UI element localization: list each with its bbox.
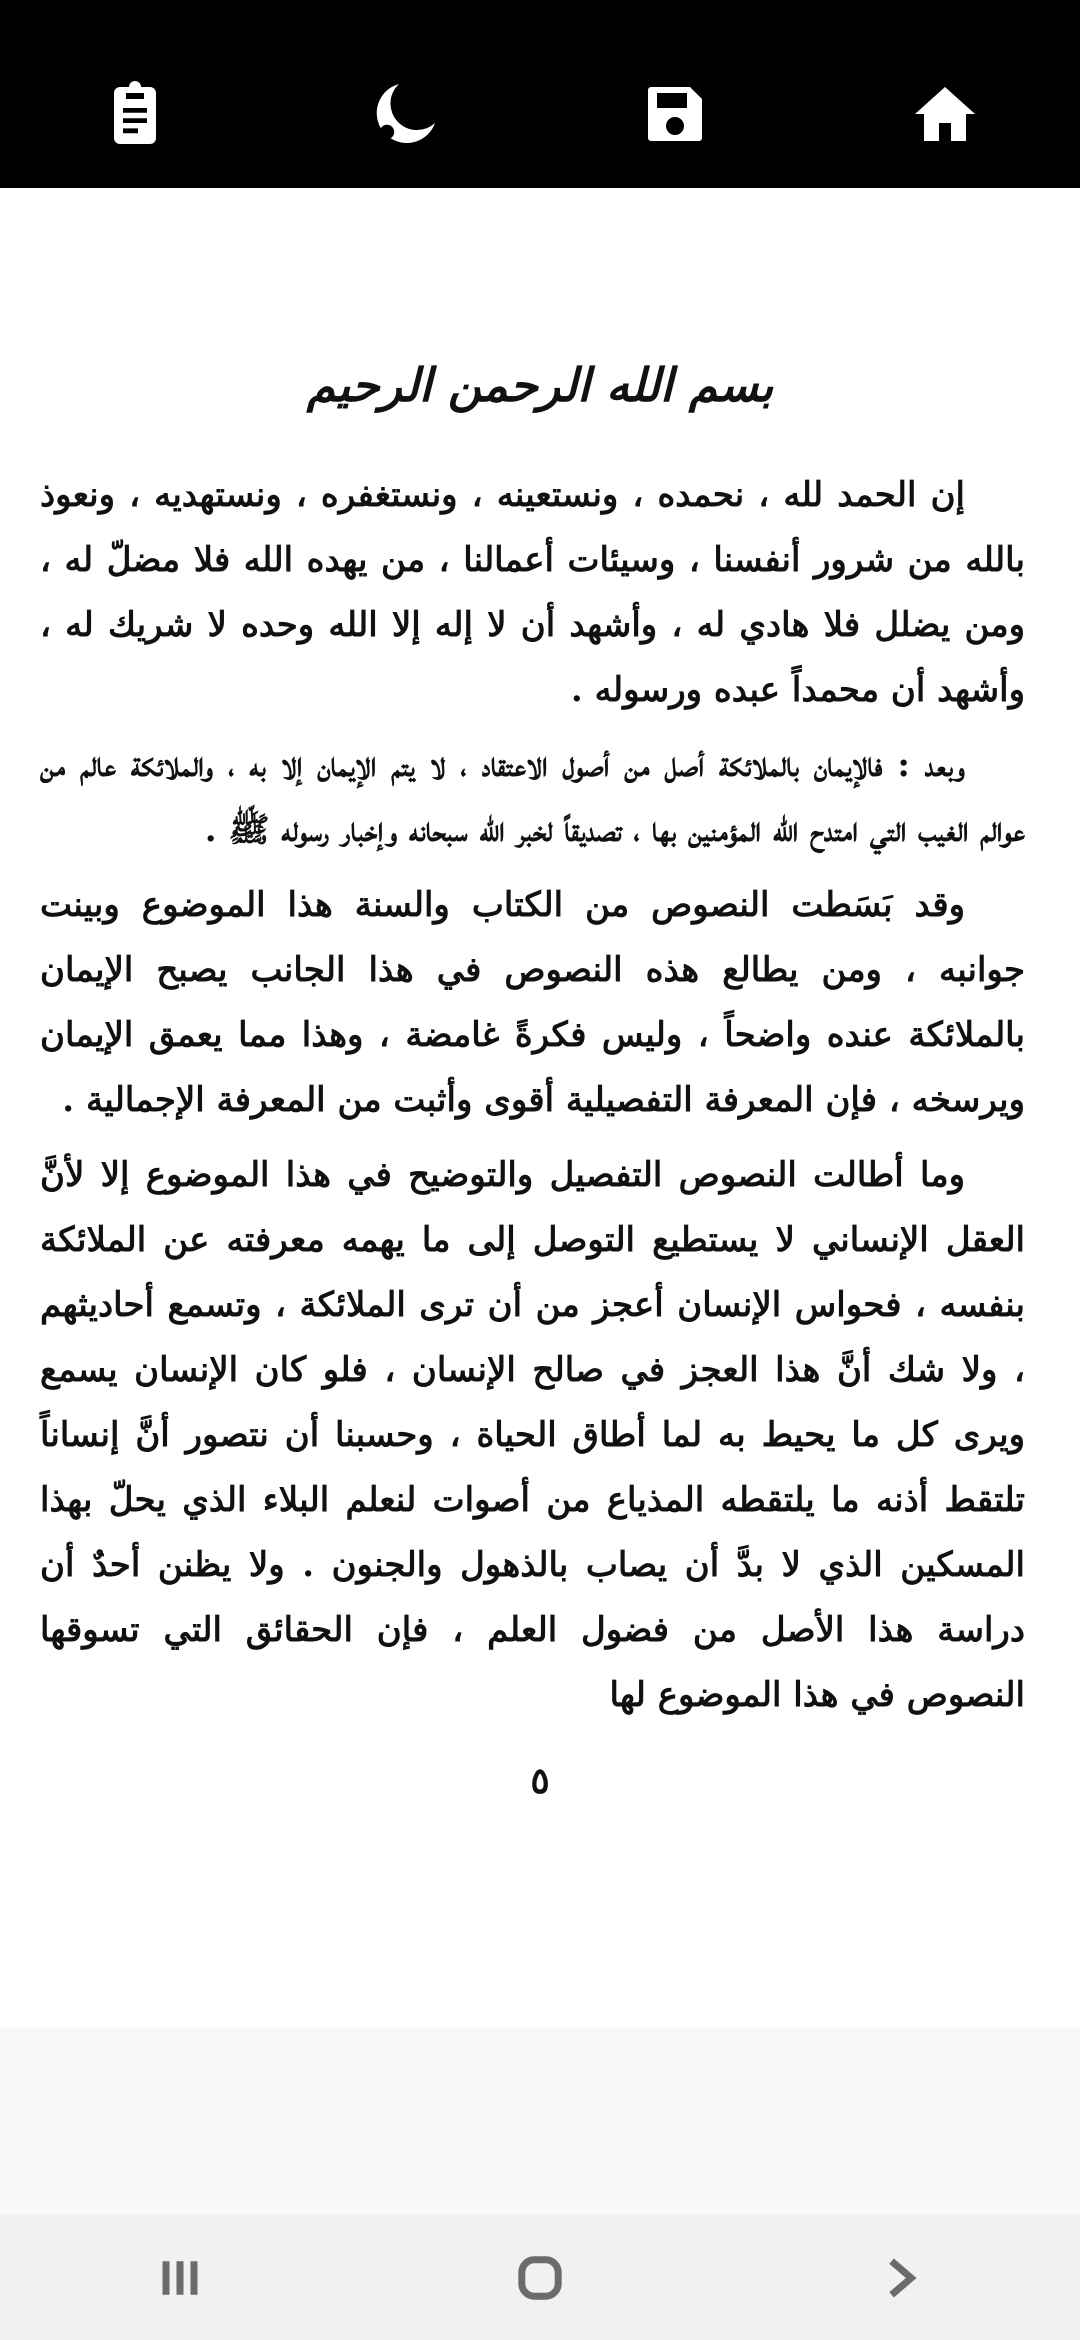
- clipboard-icon: [99, 78, 171, 150]
- home-circle-icon: [512, 2250, 568, 2306]
- back-chevron-icon: [872, 2250, 928, 2306]
- recent-apps-button[interactable]: [110, 2228, 250, 2328]
- page-text: [40, 463, 1025, 1738]
- page-number: ٥: [530, 1760, 550, 1802]
- paragraph-2: وبعد : فالإيمان بالملائكة أصل من أصول الاعتقاد ، لا يتم الإيمان إلا به ، والملائكة عالم من عوالم الغيب التي امتدح الله المؤمنين بها ، تصديقاً لخبر الله سبحانه وإخبار رسوله ﷺ .: [40, 745, 1025, 850]
- night-mode-icon: [369, 78, 441, 150]
- home-icon: [909, 78, 981, 150]
- paragraph-1: إن الحمد لله ، نحمده ، ونستعينه ، ونستغفره ، ونستهديه ، ونعوذ بالله من شرور أنفسنا ، وسيئات أعمالنا ، من يهده الله فلا مضلّ له ، ومن يضلل فلا هادي له ، وأشهد أن لا إله إلا الله وحده لا شريك له ، وأشهد أن محمداً عبده ورسوله .: [40, 475, 1025, 710]
- clipboard-button[interactable]: [75, 54, 195, 174]
- back-button[interactable]: [830, 2228, 970, 2328]
- app-toolbar: [0, 0, 1080, 188]
- save-icon: [639, 78, 711, 150]
- night-mode-button[interactable]: [345, 54, 465, 174]
- basmala-heading: بسم الله الرحمن الرحيم: [306, 358, 774, 412]
- paragraph-4: وما أطالت النصوص التفصيل والتوضيح في هذا الموضوع إلا لأنَّ العقل الإنساني لا يستطيع التوصل إلى ما يهمه معرفته عن الملائكة بنفسه ، فحواس الإنسان أعجز من أن ترى الملائكة ، وتسمع أحاديثهم ، ولا شك أنَّ هذا العجز في صالح الإنسان ، فلو كان الإنسان يسمع ويرى كل ما يحيط به لما أطاق الحياة ، وحسبنا أن نتصور أنَّ إنساناً تلتقط أذنه ما يلتقطه المذياع من أصوات لنعلم البلاء الذي يحلّ بهذا المسكين الذي لا بدَّ أن يصاب بالذهول والجنون . ولا يظنن أحدٌ أن دراسة هذا الأصل من فضول العلم ، فإن الحقائق التي تسوقها النصوص في هذا الموضوع لها: [40, 1155, 1025, 1715]
- home-button[interactable]: [885, 54, 1005, 174]
- book-page[interactable]: [0, 188, 1080, 2028]
- save-button[interactable]: [615, 54, 735, 174]
- paragraph-3: وقد بَسَطت النصوص من الكتاب والسنة هذا الموضوع وبينت جوانبه ، ومن يطالع هذه النصوص في هذا الجانب يصبح الإيمان بالملائكة عنده واضحاً ، وليس فكرةً غامضة ، وهذا مما يعمق الإيمان ويرسخه ، فإن المعرفة التفصيلية أقوى وأثبت من المعرفة الإجمالية .: [40, 885, 1025, 1120]
- system-navigation-bar: [0, 2215, 1080, 2340]
- home-nav-button[interactable]: [470, 2228, 610, 2328]
- recent-apps-icon: [152, 2250, 208, 2306]
